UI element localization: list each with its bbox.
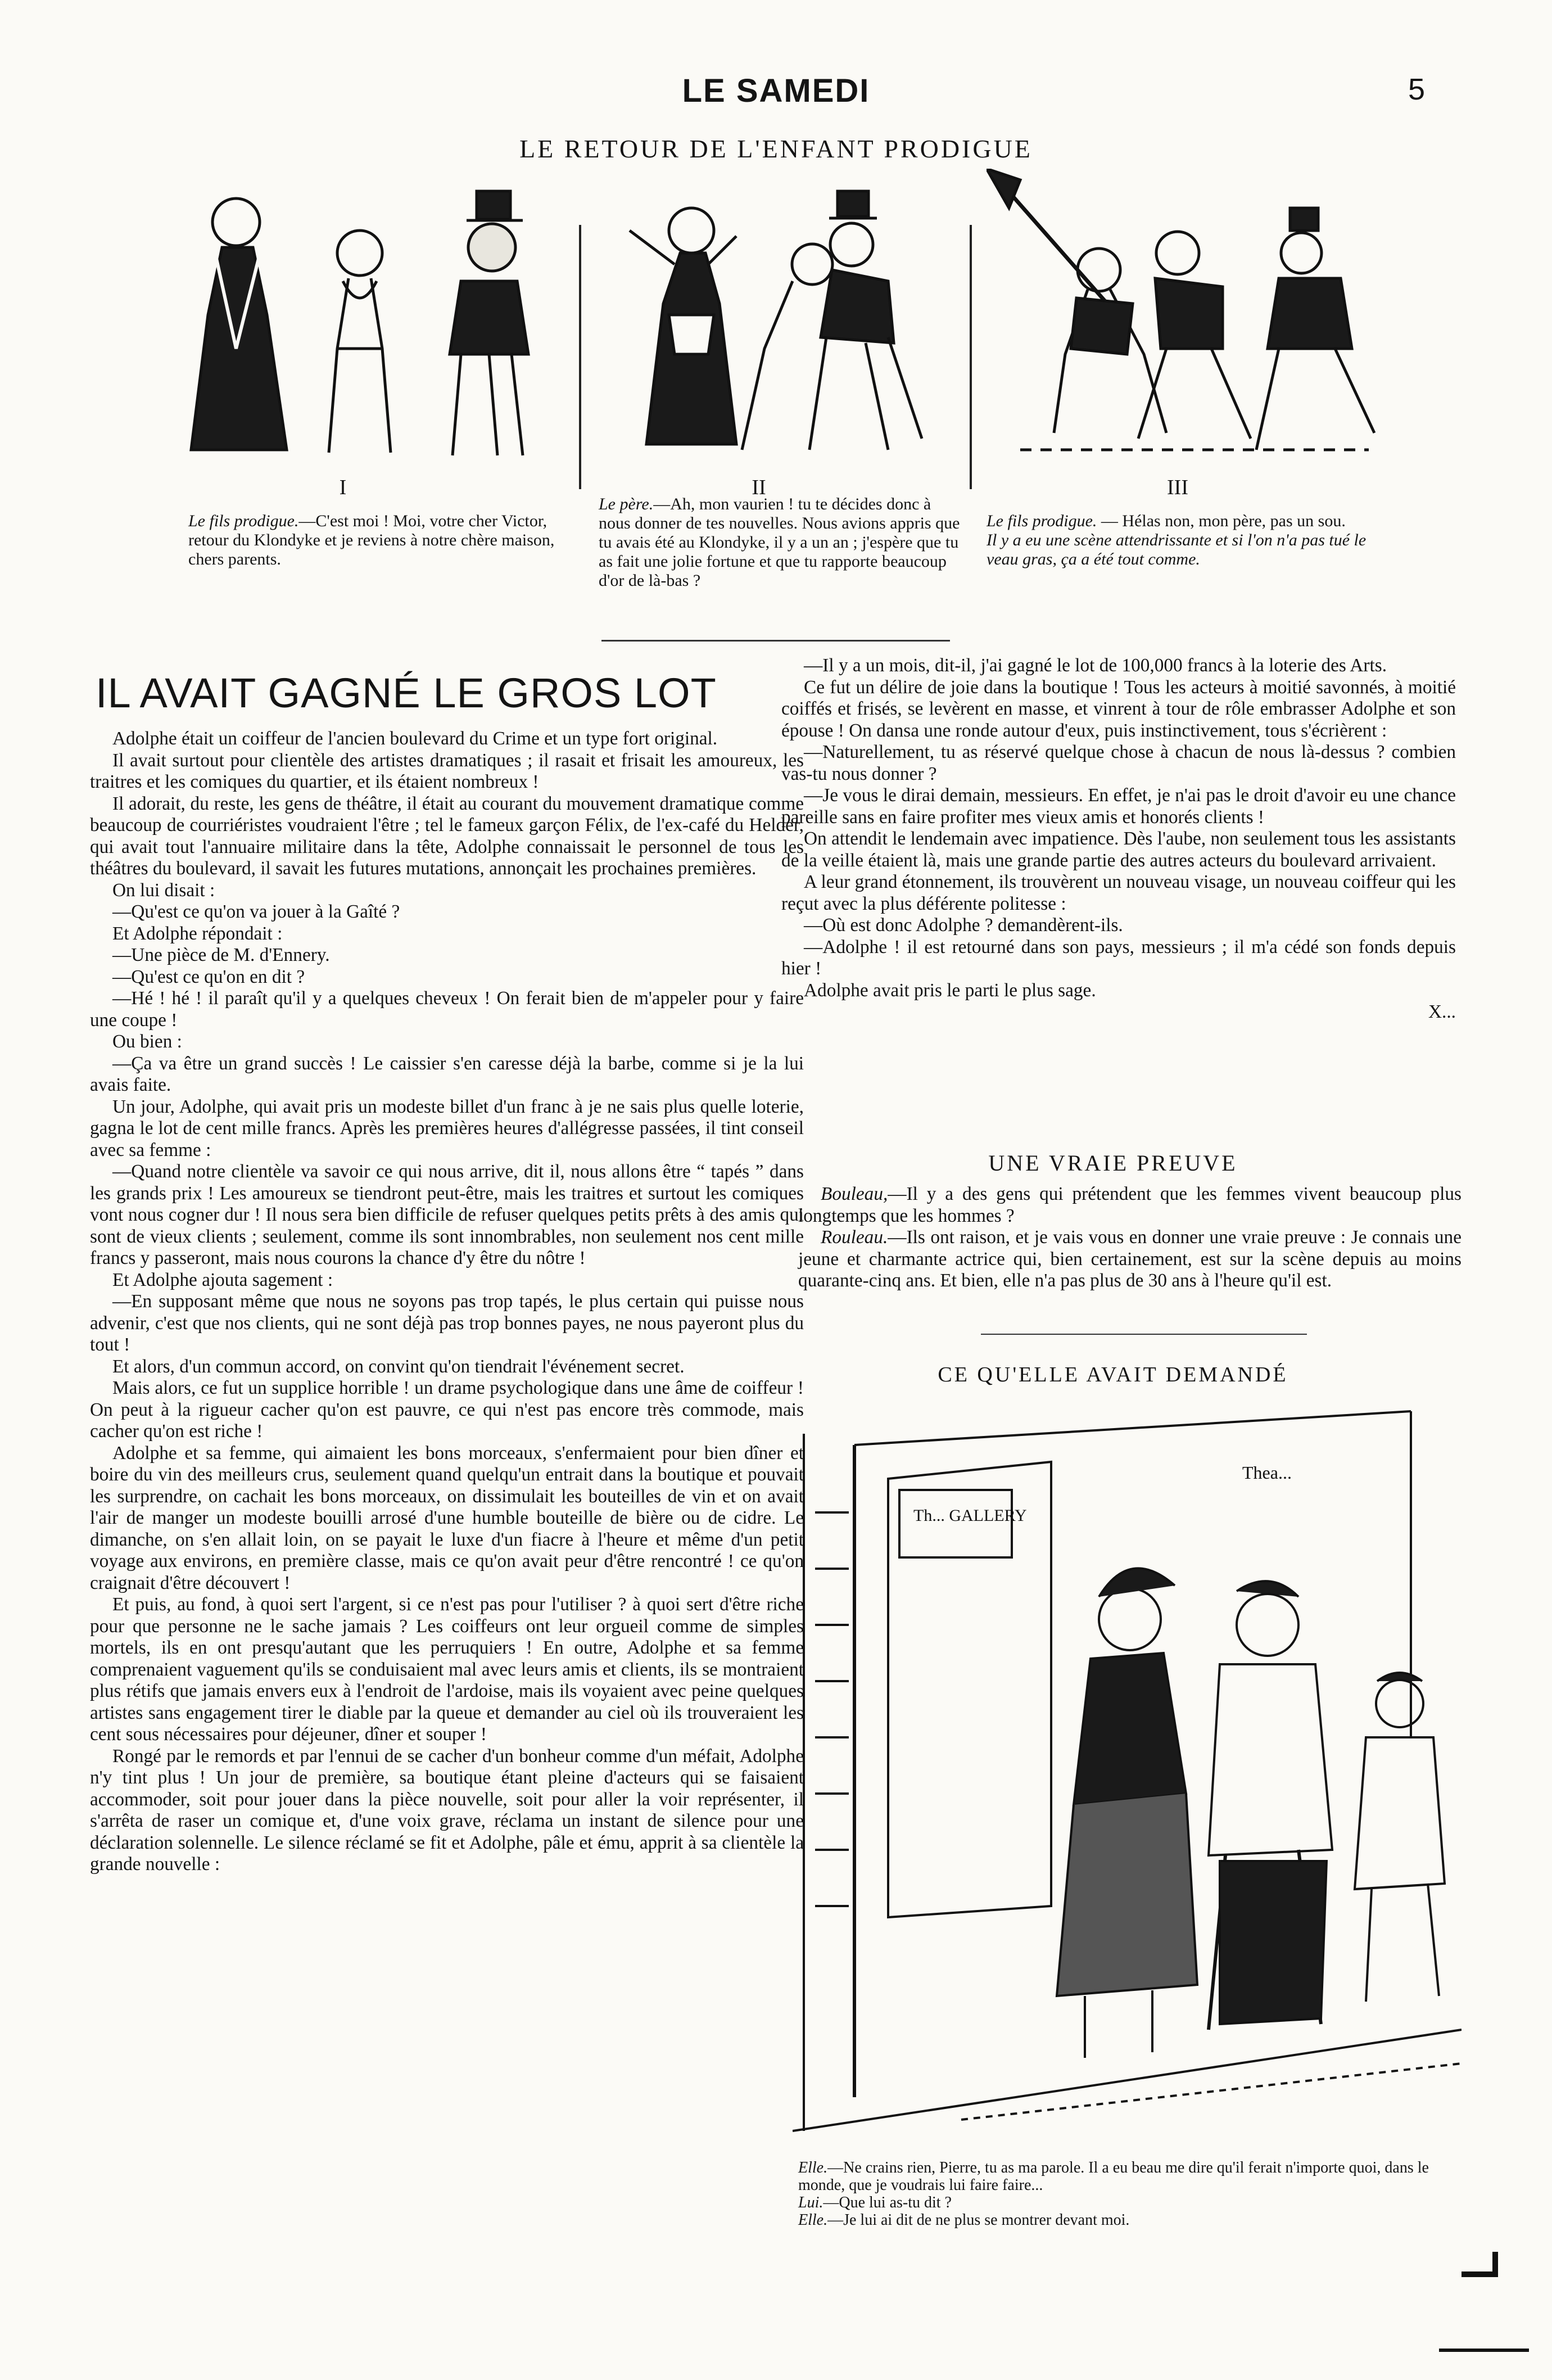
divider-rule [981, 1334, 1307, 1335]
panel-numeral: II [752, 476, 766, 499]
comic-title: LE RETOUR DE L'ENFANT PRODIGUE [519, 134, 1033, 163]
caption-text: —Je lui ai dit de ne plus se montrer devant moi. [827, 2211, 1130, 2229]
caption-speaker: Lui. [798, 2194, 823, 2211]
article-left-column [90, 728, 804, 1876]
divider-rule [601, 640, 950, 642]
article-right-column [781, 655, 1456, 1023]
comic-panel-2-drawing [596, 169, 956, 472]
article-paragraph: Adolphe était un coiffeur de l'ancien boulevard du Crime et un type fort original. [112, 728, 718, 749]
caption-speaker: Le père. [599, 495, 654, 513]
corner-mark-icon [1439, 2241, 1529, 2364]
caption-speaker: Elle. [798, 2159, 828, 2176]
article-paragraph: —Il y a un mois, dit-il, j'ai gagné le lot de 100,000 francs à la loterie des Arts. [804, 655, 1387, 676]
article-paragraph: —Où est donc Adolphe ? demandèrent-ils. [804, 915, 1123, 936]
article-paragraph: Et alors, d'un commun accord, on convint qu'on tiendrait l'événement secret. [112, 1356, 685, 1377]
article-paragraph: —Adolphe ! il est retourné dans son pays, messieurs ; il m'a cédé son fonds depuis hier ! [781, 936, 1456, 979]
proof-line: —Il y a des gens qui prétendent que les femmes vivent beaucoup plus longtemps que les hommes ? [798, 1184, 1461, 1226]
article-paragraph: —Ça va être un grand succès ! Le caissier s'en caresse déjà la barbe, comme si je la lui avais faite. [90, 1053, 804, 1095]
panel-caption [188, 512, 565, 569]
comic-panel-2 [596, 169, 956, 472]
panel-caption [599, 495, 964, 590]
caption-text: — Hélas non, mon père, pas un sou. [1101, 512, 1346, 530]
caption-text: —Que lui as-tu dit ? [823, 2194, 952, 2211]
proof-line: —Ils ont raison, et je vais vous en donner une vraie preuve : Je connais une jeune et charmante actrice qui, bien certainement, est sur la scène depuis au moins quarante-cinq ans. Et bien, elle n'a pas plus de 30 ans à l'heure qu'il est. [798, 1227, 1461, 1291]
cartoon-illustration [793, 1400, 1461, 2148]
article-paragraph: —Qu'est ce qu'on en dit ? [112, 966, 305, 987]
panel-divider [970, 225, 972, 489]
panel-numeral: I [339, 476, 347, 499]
article-paragraph: —Hé ! hé ! il paraît qu'il y a quelques cheveux ! On ferait bien de m'appeler pour y faire une coupe ! [90, 988, 804, 1031]
proof-paragraph [798, 1184, 1461, 1227]
article-paragraph: Et Adolphe ajouta sagement : [112, 1269, 333, 1290]
panel-numeral: III [1167, 476, 1188, 499]
comic-panel-3-drawing [987, 169, 1380, 472]
panel-divider [579, 225, 581, 489]
comic-panel-1-drawing [169, 169, 568, 472]
article-paragraph: Adolphe et sa femme, qui aimaient les bons morceaux, s'enfermaient pour bien dîner et boire du vin des meilleurs crus, seulement quand quelqu'un entrait dans la boutique et pouvait les surprendre, on cachait les bons morceaux, on dissimulait les bouteilles de vin et on avait l'air de manger un modeste bouilli arrosé d'une humble bouteille de bière ou de cidre. Le dimanche, on s'en allait loin, on se payait le luxe d'un fiacre à l'heure et même d'un petit voyage aux environs, en première classe, mais ce qu'on avait peur d'être rencontré ! ce qu'on craignait d'être découvert ! [90, 1442, 804, 1593]
article-paragraph: Et puis, au fond, à quoi sert l'argent, si ce n'est pas pour l'utiliser ? à quoi sert d'être riche pour que personne ne le sache jamais ? Les coiffeurs ont leur orgueil comme de simples mortels, ils en ont presqu'autant que les perruquiers ! En outre, Adolphe et sa femme comprenaient vaguement qu'ils se conduisaient mal avec leurs amis et clients, ils se montraient plus rétifs que jamais envers eux à l'endroit de l'ardoise, mais ils voyaient avec peine quelques artistes sans engagement tirer le diable par la queue et demander au ciel où ils trouveraient les cent sous nécessaires pour déjeuner, dîner et souper ! [90, 1594, 804, 1745]
caption-text: —Ah, mon vaurien ! tu te décides donc à nous donner de tes nouvelles. Nous avions appris que tu avais été au Klondyke, il y a un an ; j'espère que tu as fait une jolie fortune et que tu rapporte beaucoup d'or de là-bas ? [599, 495, 960, 590]
caption-speaker: Le fils prodigue. [987, 512, 1097, 530]
proof-paragraph [798, 1227, 1461, 1292]
caption-speaker: Le fils prodigue. [188, 512, 299, 530]
masthead: LE SAMEDI [682, 73, 870, 109]
article-paragraph: Ou bien : [112, 1031, 182, 1052]
cartoon-sign-text: Thea... [1242, 1462, 1292, 1483]
article-paragraph: Un jour, Adolphe, qui avait pris un modeste billet d'un franc à je ne sais plus quelle loterie, gagna le lot de cent mille francs. Après les premières heures d'allégresse passées, il tint conseil avec sa femme : [90, 1096, 804, 1160]
article-signature: X... [1428, 1001, 1456, 1022]
cartoon-title: CE QU'ELLE AVAIT DEMANDÉ [938, 1363, 1288, 1387]
proof-text [798, 1184, 1461, 1292]
article-paragraph: —En supposant même que nous ne soyons pas trop tapés, le plus certain qui puisse nous advenir, c'est que nos clients, qui ne sont déjà pas trop bonnes payes, ne nous payeront plus du tout ! [90, 1291, 804, 1355]
article-paragraph: —Une pièce de M. d'Ennery. [112, 945, 330, 965]
article-paragraph: Il avait surtout pour clientèle des artistes dramatiques ; il rasait et frisait les amoureux, les traitres et les comiques du quartier, et ils étaient nombreux ! [90, 749, 804, 792]
cartoon-sign-text: Th... GALLERY [913, 1506, 1027, 1525]
comic-panel-1 [169, 169, 568, 472]
article-paragraph: Ce fut un délire de joie dans la boutique ! Tous les acteurs à moitié savonnés, à moitié coiffés et frisés, se levèrent en masse, et vinrent à tour de rôle embrasser Adolphe et son épouse ! On dansa une ronde autour d'eux, puis instinctivement, tous s'écrièrent : [781, 676, 1456, 741]
panel-caption [987, 512, 1369, 569]
article-headline: IL AVAIT GAGNÉ LE GROS LOT [96, 670, 717, 716]
article-paragraph: Mais alors, ce fut un supplice horrible ! un drame psychologique dans une âme de coiffeur ! On peut à la rigueur cacher qu'on est pauvre, ce qui n'est pas encore très commode, mais cacher qu'on est riche ! [90, 1378, 804, 1442]
article-paragraph: Et Adolphe répondait : [112, 923, 283, 944]
article-paragraph: —Je vous le dirai demain, messieurs. En effet, je n'ai pas le droit d'avoir eu une chance pareille sans en faire profiter mes vieux amis et honorés clients ! [781, 785, 1456, 828]
article-paragraph: —Quand notre clientèle va savoir ce qui nous arrive, dit il, nous allons être “ tapés ” dans les grands prix ! Les amoureux se tiendront peut-être, mais les traitres et surtout les comiques vont nous cogner dur ! Il nous sera bien difficile de refuser quelques petits prêts à des amis qui sont de vieux clients ; seulement, comme ils sont innombrables, non seulement nos cent mille francs y passeront, mais nous courons la chance d'y être du nôtre ! [90, 1161, 804, 1268]
caption-text: —Ne crains rien, Pierre, tu as ma parole. Il a eu beau me dire qu'il ferait n'importe quoi, dans le monde, que je voudrais lui faire faire... [798, 2159, 1429, 2194]
article-paragraph: Rongé par le remords et par l'ennui de se cacher d'un bonheur comme d'un méfait, Adolphe n'y tint plus ! Un jour de première, sa boutique étant pleine d'acteurs qui se faisaient accommoder, soit pour jouer dans la pièce nouvelle, soit pour aller la voir représenter, il s'arrêta de raser un comique et, d'une voix grave, réclama un instant de silence pour une déclaration solennelle. Le silence réclamé se fit et Adolphe, pâle et ému, apprit à sa clientèle la grande nouvelle : [90, 1745, 804, 1875]
cartoon-caption [798, 2159, 1450, 2229]
cartoon-drawing [793, 1400, 1461, 2148]
proof-title: UNE VRAIE PREUVE [988, 1150, 1238, 1176]
caption-speaker: Elle. [798, 2211, 828, 2229]
article-paragraph: On lui disait : [112, 879, 215, 901]
proof-speaker: Rouleau. [821, 1227, 888, 1248]
caption-text-2: Il y a eu une scène attendrissante et si l'on n'a pas tué le veau gras, ça a été tout comme. [987, 531, 1367, 568]
article-paragraph: On attendit le lendemain avec impatience. Dès l'aube, non seulement tous les assistants de la veille étaient là, mais une grande partie des autres acteurs du boulevard arrivaient. [781, 828, 1456, 871]
proof-speaker: Bouleau, [821, 1184, 888, 1204]
comic-panel-3 [987, 169, 1380, 472]
article-paragraph: A leur grand étonnement, ils trouvèrent un nouveau visage, un nouveau coiffeur qui les reçut avec la plus déférente politesse : [781, 871, 1456, 914]
caption-text: —C'est moi ! Moi, votre cher Victor, retour du Klondyke et je reviens à notre chère maison, chers parents. [188, 512, 555, 568]
article-paragraph: —Qu'est ce qu'on va jouer à la Gaîté ? [112, 901, 400, 922]
article-paragraph: Adolphe avait pris le parti le plus sage. [804, 979, 1096, 1001]
article-paragraph: —Naturellement, tu as réservé quelque chose à chacun de nous là-dessus ? combien vas-tu nous donner ? [781, 742, 1456, 784]
article-paragraph: Il adorait, du reste, les gens de théâtre, il était au courant du mouvement dramatique comme beaucoup de courriéristes voudraient l'être ; tel le fameux garçon Félix, de l'ex-café du Helder, qui avait tout l'annuaire militaire dans la tête, Adolphe connaissait le personnel de tous les théâtres du boulevard, il savait les futures mutations, annonçait les prochaines premières. [90, 793, 804, 879]
page-number: 5 [1408, 73, 1426, 106]
